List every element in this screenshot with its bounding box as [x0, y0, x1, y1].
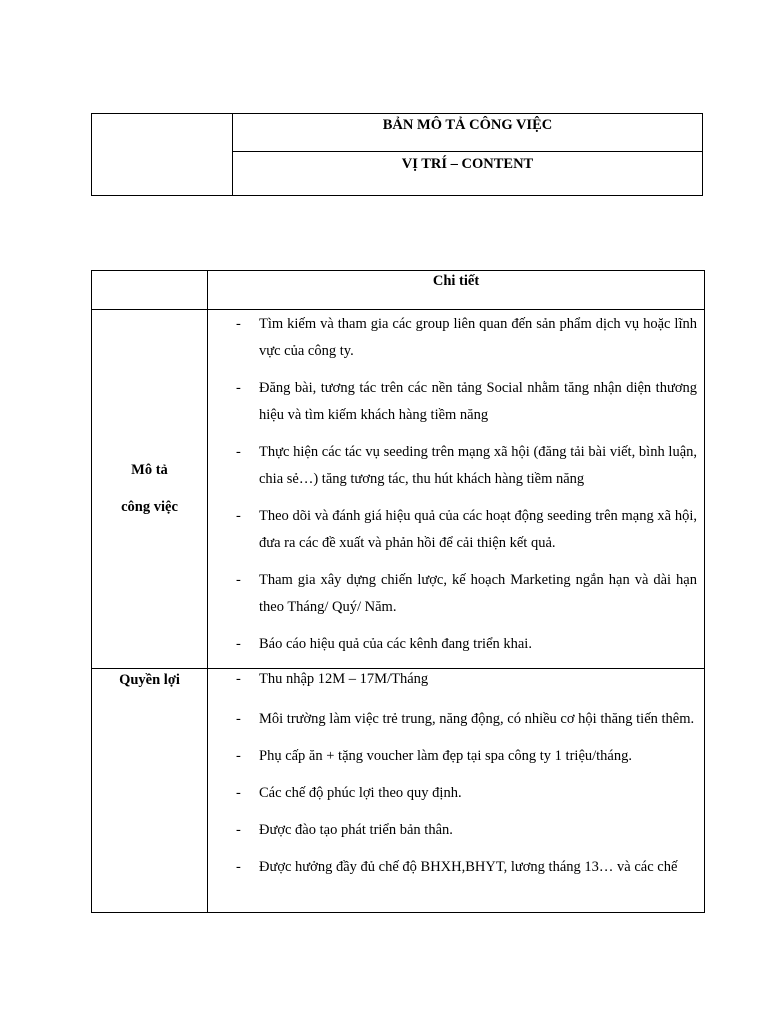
list-item: [236, 439, 697, 493]
document-title: BẢN MÔ TẢ CÔNG VIỆC: [382, 117, 553, 133]
list-item-text: Theo dõi và đánh giá hiệu quả của các hoạt động seeding trên mạng xã hội, đưa ra các đề xuất và phản hồi để cải thiện kết quả.: [259, 508, 697, 551]
list-item: [236, 780, 697, 807]
position-cell: [233, 152, 703, 196]
list-item: [236, 854, 697, 881]
list-item: [236, 706, 697, 733]
section-items-cell: [208, 669, 705, 913]
list-item-text: Môi trường làm việc trẻ trung, năng động, có nhiều cơ hội thăng tiến thêm.: [259, 711, 695, 727]
dash-bullet: -: [236, 380, 241, 396]
list-item-text: Đăng bài, tương tác trên các nền tảng Social nhằm tăng nhận diện thương hiệu và tìm kiếm khách hàng tiềm năng: [259, 380, 697, 423]
table-row: [92, 669, 705, 913]
dash-bullet: -: [236, 748, 241, 764]
list-item-text: Báo cáo hiệu quả của các kênh đang triển khai.: [259, 636, 532, 652]
section-label-cell: [92, 310, 208, 669]
benefits-list: [208, 669, 704, 881]
list-item: [236, 567, 697, 621]
list-item-text: Các chế độ phúc lợi theo quy định.: [259, 785, 462, 801]
dash-bullet: -: [236, 822, 241, 838]
dash-bullet: -: [236, 572, 241, 588]
section-label-cell: [92, 669, 208, 913]
dash-bullet: -: [236, 711, 241, 727]
position-title: VỊ TRÍ – CONTENT: [401, 156, 534, 172]
list-item: [236, 375, 697, 429]
list-item-text: Tham gia xây dựng chiến lược, kế hoạch Marketing ngắn hạn và dài hạn theo Tháng/ Quý/ Năm.: [259, 572, 697, 615]
list-item-text: Phụ cấp ăn + tặng voucher làm đẹp tại spa công ty 1 triệu/tháng.: [259, 748, 632, 764]
list-item-text: Thu nhập 12M – 17M/Tháng: [259, 671, 429, 687]
job-description-list: [208, 310, 704, 658]
dash-bullet: -: [236, 671, 241, 687]
dash-bullet: -: [236, 316, 241, 332]
header-table: [91, 113, 703, 196]
list-item-text: Được hưởng đầy đủ chế độ BHXH,BHYT, lương tháng 13… và các chế: [259, 859, 678, 875]
list-item: [236, 743, 697, 770]
list-item: [236, 817, 697, 844]
dash-bullet: -: [236, 444, 241, 460]
logo-cell: [92, 114, 233, 196]
list-item: [236, 311, 697, 365]
section-label-line: Mô tả: [131, 462, 168, 478]
section-items-cell: [208, 310, 705, 669]
table-header-row: [92, 271, 705, 310]
header-empty-cell: [92, 271, 208, 310]
dash-bullet: -: [236, 636, 241, 652]
column-header-label: Chi tiết: [432, 273, 480, 289]
dash-bullet: -: [236, 785, 241, 801]
list-item-text: Tìm kiếm và tham gia các group liên quan đến sản phẩm dịch vụ hoặc lĩnh vực của công ty.: [259, 316, 697, 359]
column-header-cell: [208, 271, 705, 310]
list-item: [236, 503, 697, 557]
dash-bullet: -: [236, 859, 241, 875]
dash-bullet: -: [236, 508, 241, 524]
list-item: [236, 669, 697, 689]
list-item-text: Thực hiện các tác vụ seeding trên mạng xã hội (đăng tải bài viết, bình luận, chia sẻ…) tăng tương tác, thu hút khách hàng tiềm năng: [259, 444, 697, 487]
section-label-line: Quyền lợi: [119, 672, 180, 688]
title-cell: [233, 114, 703, 152]
table-row: [92, 310, 705, 669]
list-item: [236, 631, 697, 658]
section-label-line: công việc: [121, 499, 178, 515]
list-item-text: Được đào tạo phát triển bản thân.: [259, 822, 453, 838]
detail-table: [91, 270, 705, 913]
